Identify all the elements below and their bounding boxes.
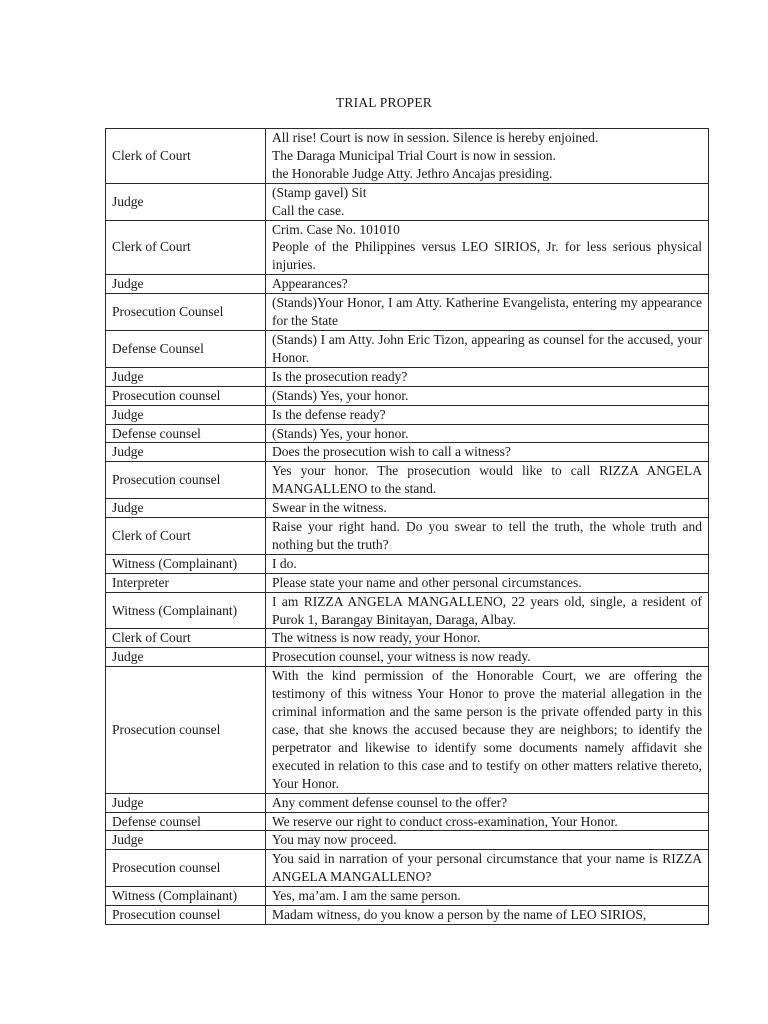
dialogue-cell: [266, 573, 709, 592]
dialogue-line: Is the prosecution ready?: [272, 368, 408, 384]
transcript-table: [105, 128, 709, 925]
table-row: [106, 275, 709, 294]
dialogue-line: Is the defense ready?: [272, 406, 386, 422]
dialogue-cell: [266, 183, 709, 220]
dialogue-line: People of the Philippines versus LEO SIRIOS, Jr. for less serious physical injuries.: [272, 239, 702, 273]
dialogue-line: Yes your honor. The prosecution would like to call RIZZA ANGELA MANGALLENO to the stand.: [272, 463, 702, 497]
dialogue-line: You may now proceed.: [272, 832, 397, 848]
dialogue-line: (Stands) I am Atty. John Eric Tizon, appearing as counsel for the accused, your Honor.: [272, 331, 702, 365]
table-row: [106, 812, 709, 831]
dialogue-line: (Stands) Yes, your honor.: [272, 425, 409, 441]
dialogue-cell: [266, 518, 709, 555]
speaker-cell: Prosecution counsel: [106, 906, 266, 925]
speaker-cell: Prosecution counsel: [106, 850, 266, 887]
dialogue-line: Please state your name and other personal circumstances.: [272, 574, 582, 590]
speaker-cell: Defense counsel: [106, 812, 266, 831]
dialogue-line: The witness is now ready, your Honor.: [272, 630, 481, 646]
table-row: [106, 424, 709, 443]
table-row: [106, 518, 709, 555]
dialogue-line: Any comment defense counsel to the offer?: [272, 794, 508, 810]
table-row: [106, 554, 709, 573]
table-row: [106, 906, 709, 925]
dialogue-cell: [266, 667, 709, 793]
table-row: [106, 220, 709, 275]
speaker-cell: Witness (Complainant): [106, 554, 266, 573]
table-row: [106, 462, 709, 499]
dialogue-cell: [266, 887, 709, 906]
dialogue-cell: [266, 367, 709, 386]
speaker-cell: Witness (Complainant): [106, 592, 266, 629]
speaker-cell: Defense Counsel: [106, 330, 266, 367]
speaker-cell: Judge: [106, 793, 266, 812]
table-row: [106, 294, 709, 331]
speaker-cell: Judge: [106, 183, 266, 220]
table-row: [106, 330, 709, 367]
speaker-cell: Clerk of Court: [106, 518, 266, 555]
speaker-cell: Judge: [106, 275, 266, 294]
dialogue-cell: [266, 831, 709, 850]
dialogue-cell: [266, 812, 709, 831]
dialogue-cell: [266, 906, 709, 925]
speaker-cell: Judge: [106, 831, 266, 850]
table-row: [106, 667, 709, 793]
dialogue-cell: [266, 330, 709, 367]
dialogue-line: The Daraga Municipal Trial Court is now in session.: [272, 147, 556, 163]
dialogue-line: Appearances?: [272, 276, 348, 292]
dialogue-cell: [266, 850, 709, 887]
speaker-cell: Prosecution Counsel: [106, 294, 266, 331]
dialogue-cell: [266, 405, 709, 424]
table-row: [106, 129, 709, 184]
speaker-cell: Interpreter: [106, 573, 266, 592]
table-row: [106, 386, 709, 405]
speaker-cell: Defense counsel: [106, 424, 266, 443]
dialogue-line: With the kind permission of the Honorable Court, we are offering the testimony of this witness Your Honor to prove the material allegation in the criminal information and the same person is the private offended party in this case, that she knows the accused because they are neighbors; to identify the perpetrator and likewise to identify some documents namely affidavit she executed in relation to this case and to testify on other matters relative thereto, Your Honor.: [272, 668, 702, 791]
dialogue-line: I do.: [272, 555, 297, 571]
dialogue-line: We reserve our right to conduct cross-examination, Your Honor.: [272, 813, 618, 829]
dialogue-line: (Stands)Your Honor, I am Atty. Katherine Evangelista, entering my appearance for the State: [272, 295, 702, 329]
speaker-cell: Clerk of Court: [106, 129, 266, 184]
table-row: [106, 887, 709, 906]
dialogue-line: Swear in the witness.: [272, 500, 387, 516]
dialogue-cell: [266, 554, 709, 573]
dialogue-cell: [266, 275, 709, 294]
dialogue-line: the Honorable Judge Atty. Jethro Ancajas presiding.: [272, 165, 553, 181]
dialogue-cell: [266, 386, 709, 405]
dialogue-cell: [266, 220, 709, 275]
speaker-cell: Judge: [106, 443, 266, 462]
speaker-cell: Judge: [106, 367, 266, 386]
dialogue-cell: [266, 499, 709, 518]
speaker-cell: Witness (Complainant): [106, 887, 266, 906]
dialogue-cell: [266, 629, 709, 648]
page-title: TRIAL PROPER: [335, 95, 433, 110]
speaker-cell: Judge: [106, 405, 266, 424]
dialogue-line: Raise your right hand. Do you swear to tell the truth, the whole truth and nothing but the truth?: [272, 519, 702, 552]
dialogue-cell: [266, 424, 709, 443]
table-row: [106, 648, 709, 667]
speaker-cell: Clerk of Court: [106, 220, 266, 275]
dialogue-line: Call the case.: [272, 202, 345, 218]
dialogue-line: You said in narration of your personal circumstance that your name is RIZZA ANGELA MANGALLENO?: [272, 851, 702, 885]
table-row: [106, 592, 709, 629]
dialogue-cell: [266, 294, 709, 331]
dialogue-cell: [266, 462, 709, 499]
dialogue-cell: [266, 648, 709, 667]
table-row: [106, 850, 709, 887]
dialogue-line: Crim. Case No. 101010: [272, 221, 400, 237]
dialogue-cell: [266, 793, 709, 812]
transcript-body: [106, 129, 709, 925]
dialogue-line: (Stands) Yes, your honor.: [272, 387, 409, 403]
dialogue-line: Does the prosecution wish to call a witness?: [272, 444, 511, 460]
dialogue-cell: [266, 129, 709, 184]
table-row: [106, 443, 709, 462]
dialogue-line: All rise! Court is now in session. Silence is hereby enjoined.: [272, 130, 599, 145]
table-row: [106, 629, 709, 648]
dialogue-line: Prosecution counsel, your witness is now ready.: [272, 649, 531, 665]
table-row: [106, 831, 709, 850]
speaker-cell: Prosecution counsel: [106, 386, 266, 405]
table-row: [106, 405, 709, 424]
speaker-cell: Clerk of Court: [106, 629, 266, 648]
table-row: [106, 793, 709, 812]
dialogue-cell: [266, 443, 709, 462]
dialogue-cell: [266, 592, 709, 629]
speaker-cell: Prosecution counsel: [106, 462, 266, 499]
table-row: [106, 183, 709, 220]
table-row: [106, 367, 709, 386]
speaker-cell: Judge: [106, 648, 266, 667]
dialogue-line: Yes, ma’am. I am the same person.: [272, 888, 461, 904]
dialogue-line: (Stamp gavel) Sit: [272, 184, 367, 200]
dialogue-line: Madam witness, do you know a person by the name of LEO SIRIOS,: [272, 907, 647, 923]
table-row: [106, 499, 709, 518]
speaker-cell: Prosecution counsel: [106, 667, 266, 793]
table-row: [106, 573, 709, 592]
speaker-cell: Judge: [106, 499, 266, 518]
dialogue-line: I am RIZZA ANGELA MANGALLENO, 22 years old, single, a resident of Purok 1, Barangay Binitayan, Daraga, Albay.: [272, 593, 702, 627]
